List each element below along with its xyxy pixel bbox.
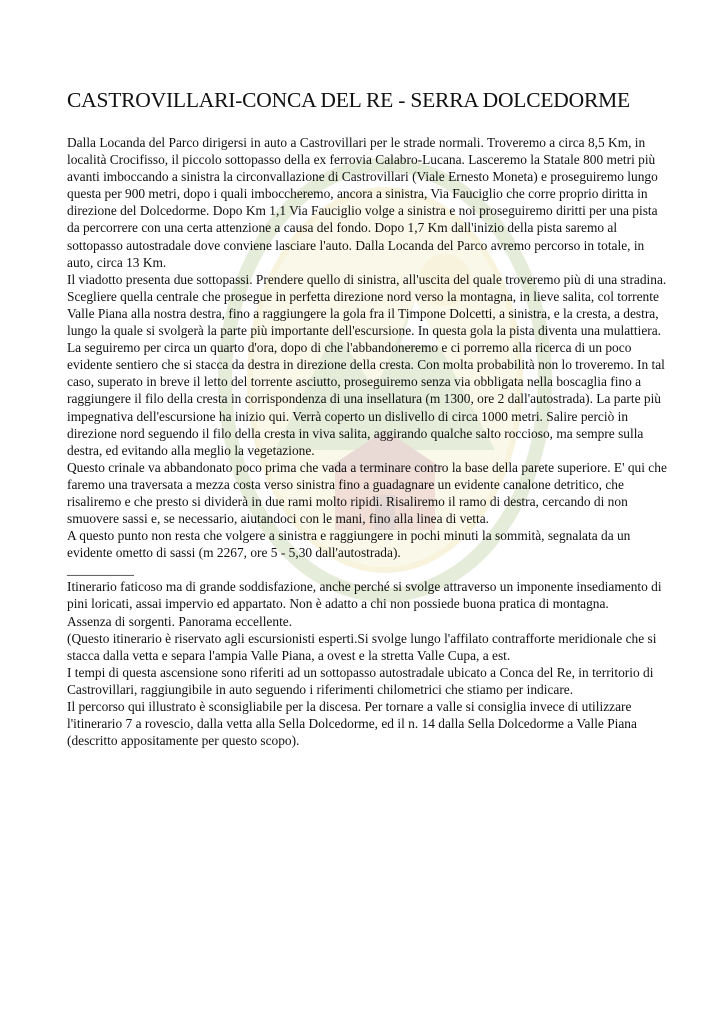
document-title: CASTROVILLARI-CONCA DEL RE - SERRA DOLCEDORME (67, 88, 630, 112)
paragraph-note-descent: Il percorso qui illustrato è sconsigliabile per la discesa. Per tornare a valle si consiglia invece di utilizzare l'itinerario 7 a rovescio, dalla vetta alla Sella Dolcedorme, ed il n. 14 dalla Sella Dolcedorme a Valle Piana (descritto appositamente per questo scopo). (67, 699, 637, 749)
paragraph-note-times: I tempi di questa ascensione sono riferiti ad un sottopasso autostradale ubicato a Conca del Re, in territorio di Castrovillari, raggiungibile in auto seguendo i riferimenti chilometrici che stiamo per indicare. (67, 664, 654, 697)
paragraph-note-springs: Assenza di sorgenti. Panorama eccellente. (67, 613, 293, 629)
document-page (67, 88, 667, 749)
paragraph-note-itinerary: Itinerario faticoso ma di grande soddisfazione, anche perché si svolge attraverso un imponente insediamento di pini loricati, assai impervio ed appartato. Non è adatto a chi non possiede buona pratica di montagna. (67, 579, 662, 612)
paragraph-directions: Dalla Locanda del Parco dirigersi in auto a Castrovillari per le strade normali. Troveremo a circa 8,5 Km, in località Crocifisso, il piccolo sottopasso della ex ferrovia Calabro-Lucana. Lasceremo la Statale 800 metri più avanti imboccando a sinistra la circonvallazione di Castrovillari (Viale Ernesto Moneta) e proseguiremo lungo questa per 900 metri, dopo i quali imboccheremo, ancora a sinistra, Via Fauciglio che corre proprio diritta in direzione del Dolcedorme. Dopo Km 1,1 Via Fauciglio volge a sinistra e noi proseguiremo diritti per una pista da percorrere con una certa attenzione a causa del fondo. Dopo 1,7 Km dall'inizio della pista saremo al sottopasso autostradale dove conviene lasciare l'auto. Dalla Locanda del Parco avremo percorso in totale, in auto, circa 13 Km. (67, 135, 658, 270)
paragraph-route: Il viadotto presenta due sottopassi. Prendere quello di sinistra, all'uscita del quale troveremo più di una stradina. Scegliere quella centrale che prosegue in perfetta direzione nord verso la montagna, in lieve salita, col torrente Valle Piana alla nostra destra, fino a raggiungere la gola fra il Timpone Dolcetti, a sinistra, e la cresta, a destra, lungo la quale si svolgerà la parte più importante dell'escursione. In questa gola la pista diventa una mulattiera. La seguiremo per circa un quarto d'ora, dopo di che l'abbandoneremo e ci porremo alla ricerca di un poco evidente sentiero che si stacca da destra in direzione della cresta. Con molta probabilità non lo troveremo. In tal caso, superato in breve il letto del torrente asciutto, proseguiremo senza via obbligata nella boscaglia fino a raggiungere il filo della cresta in corrispondenza di una insellatura (m 1300, ore 2 dall'autostrada). La parte più impegnativa dell'escursione ha inizio qui. Verrà coperto un dislivello di circa 1000 metri. Salire perciò in direzione nord seguendo il filo della cresta in viva salita, aggirando qualche salto roccioso, ma sempre sulla destra, ed evitando alla meglio la vegetazione. (67, 271, 667, 458)
paragraph-note-experts: (Questo itinerario è riservato agli escursionisti esperti.Si svolge lungo l'affilato contrafforte meridionale che si stacca dalla vetta e separa l'ampia Valle Piana, a ovest e la stretta Valle Cupa, a est. (67, 630, 657, 663)
paragraph-summit: A questo punto non resta che volgere a sinistra e raggiungere in pochi minuti la sommità, segnalata da un evidente ometto di sassi (m 2267, ore 5 - 5,30 dall'autostrada). (67, 528, 631, 561)
paragraph-crest: Questo crinale va abbandonato poco prima che vada a terminare contro la base della parete superiore. E' qui che faremo una traversata a mezza costa verso sinistra fino a guadagnare un evidente canalone detritico, che risaliremo e che presto si dividerà in due rami molto ripidi. Risaliremo il ramo di destra, cercando di non smuovere sassi e, se necessario, aiutandoci con le mani, fino alla linea di vetta. (67, 459, 667, 527)
separator-line: __________ (67, 562, 134, 578)
